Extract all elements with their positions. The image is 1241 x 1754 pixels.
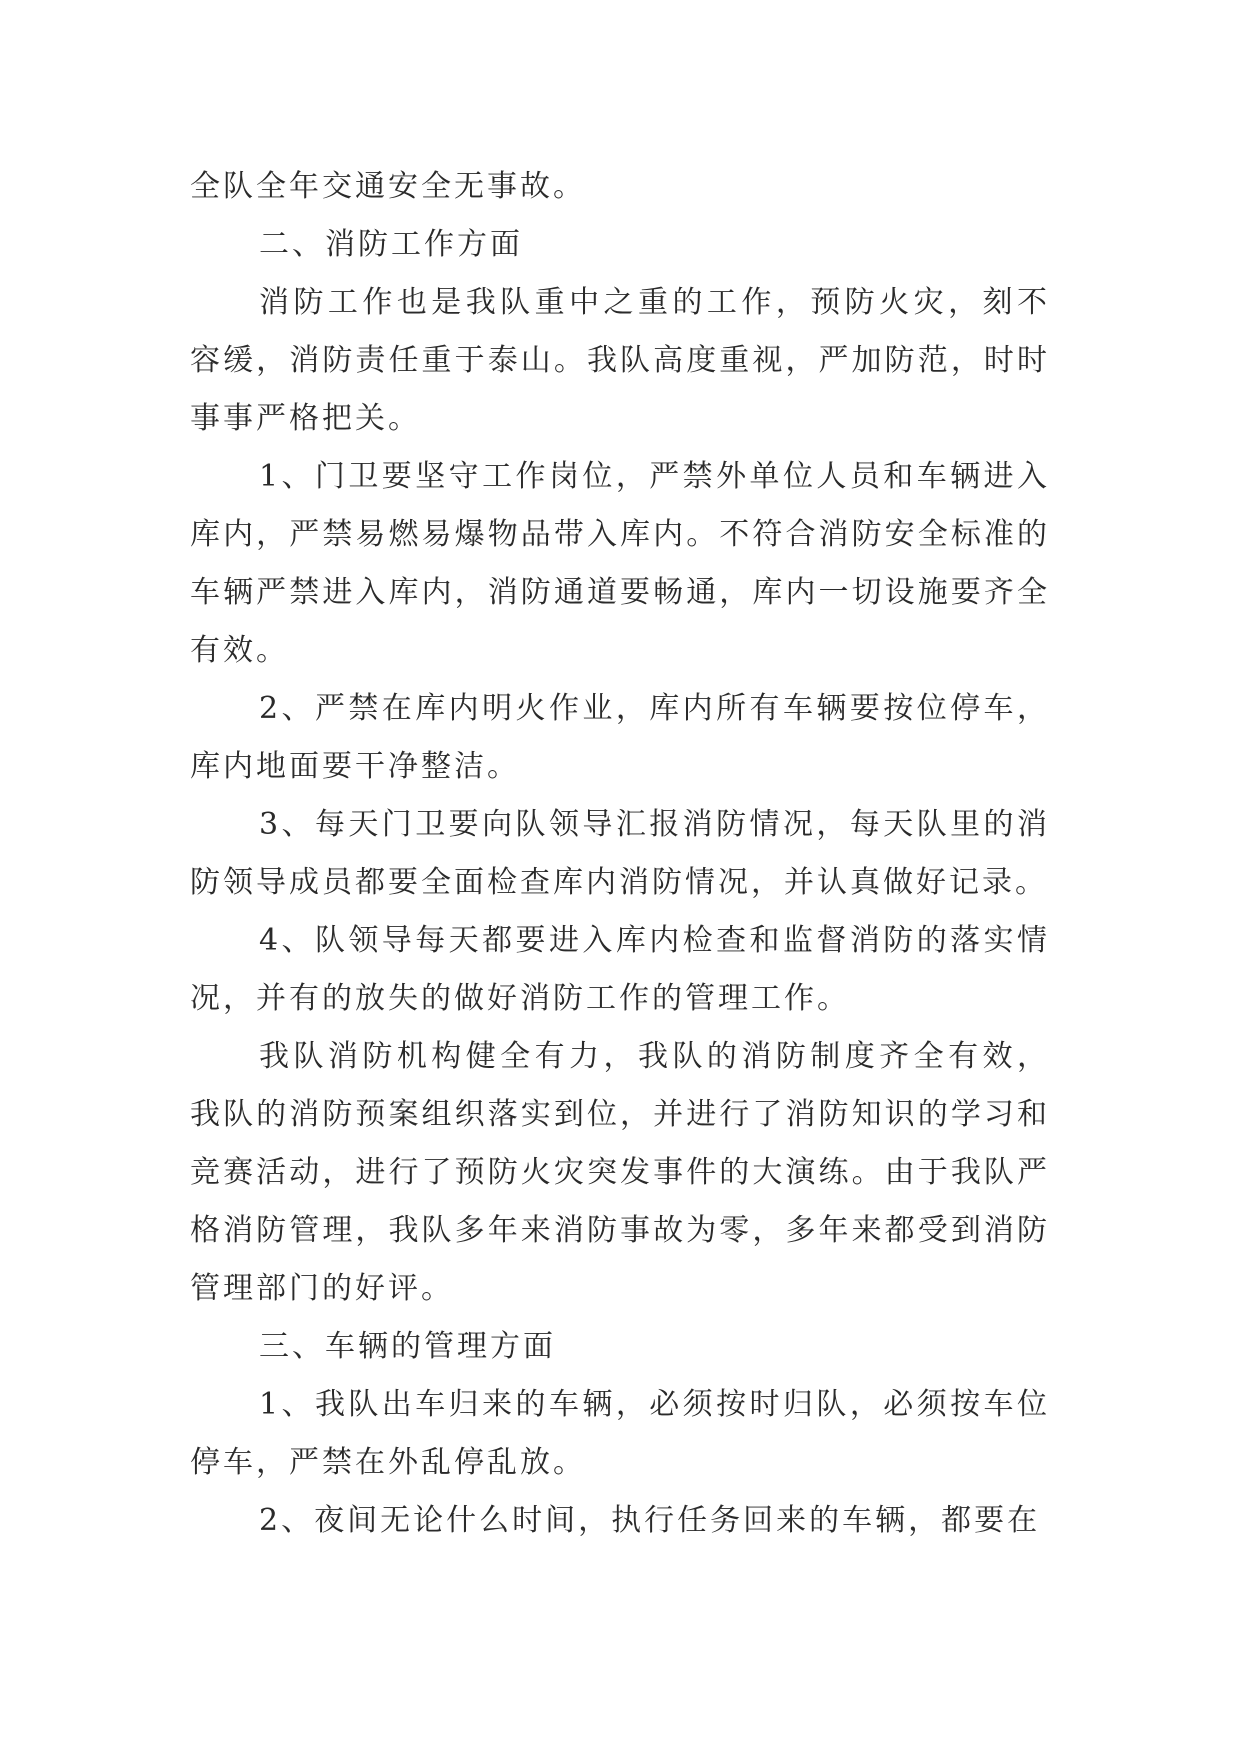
paragraph-fire-intro: 消防工作也是我队重中之重的工作，预防火灾，刻不容缓，消防责任重于泰山。我队高度重视，严加防范，时时事事严格把关。 (190, 285, 1050, 436)
paragraph-vehicle-item-1: 1、我队出车归来的车辆，必须按时归队，必须按车位停车，严禁在外乱停乱放。 (190, 1387, 1050, 1480)
paragraph-fire-summary: 我队消防机构健全有力，我队的消防制度齐全有效，我队的消防预案组织落实到位，并进行了消防知识的学习和竞赛活动，进行了预防火灾突发事件的大演练。由于我队严格消防管理，我队多年来消防事故为零，多年来都受到消防管理部门的好评。 (190, 1039, 1050, 1306)
paragraph-item-2: 2、严禁在库内明火作业，库内所有车辆要按位停车，库内地面要干净整洁。 (190, 691, 1050, 784)
section-heading-fire-safety: 二、消防工作方面 (259, 227, 523, 262)
paragraph-continuation: 全队全年交通安全无事故。 (190, 169, 586, 204)
section-heading-vehicle-management: 三、车辆的管理方面 (259, 1329, 556, 1364)
paragraph-item-1: 1、门卫要坚守工作岗位，严禁外单位人员和车辆进入库内，严禁易燃易爆物品带入库内。不符合消防安全标准的车辆严禁进入库内，消防通道要畅通，库内一切设施要齐全有效。 (190, 459, 1050, 668)
paragraph-vehicle-item-2: 2、夜间无论什么时间，执行任务回来的车辆，都要在 (259, 1503, 1041, 1538)
document-body (190, 158, 1050, 1550)
paragraph-item-4: 4、队领导每天都要进入库内检查和监督消防的落实情况，并有的放失的做好消防工作的管理工作。 (190, 923, 1050, 1016)
paragraph-item-3: 3、每天门卫要向队领导汇报消防情况，每天队里的消防领导成员都要全面检查库内消防情况，并认真做好记录。 (190, 807, 1050, 900)
